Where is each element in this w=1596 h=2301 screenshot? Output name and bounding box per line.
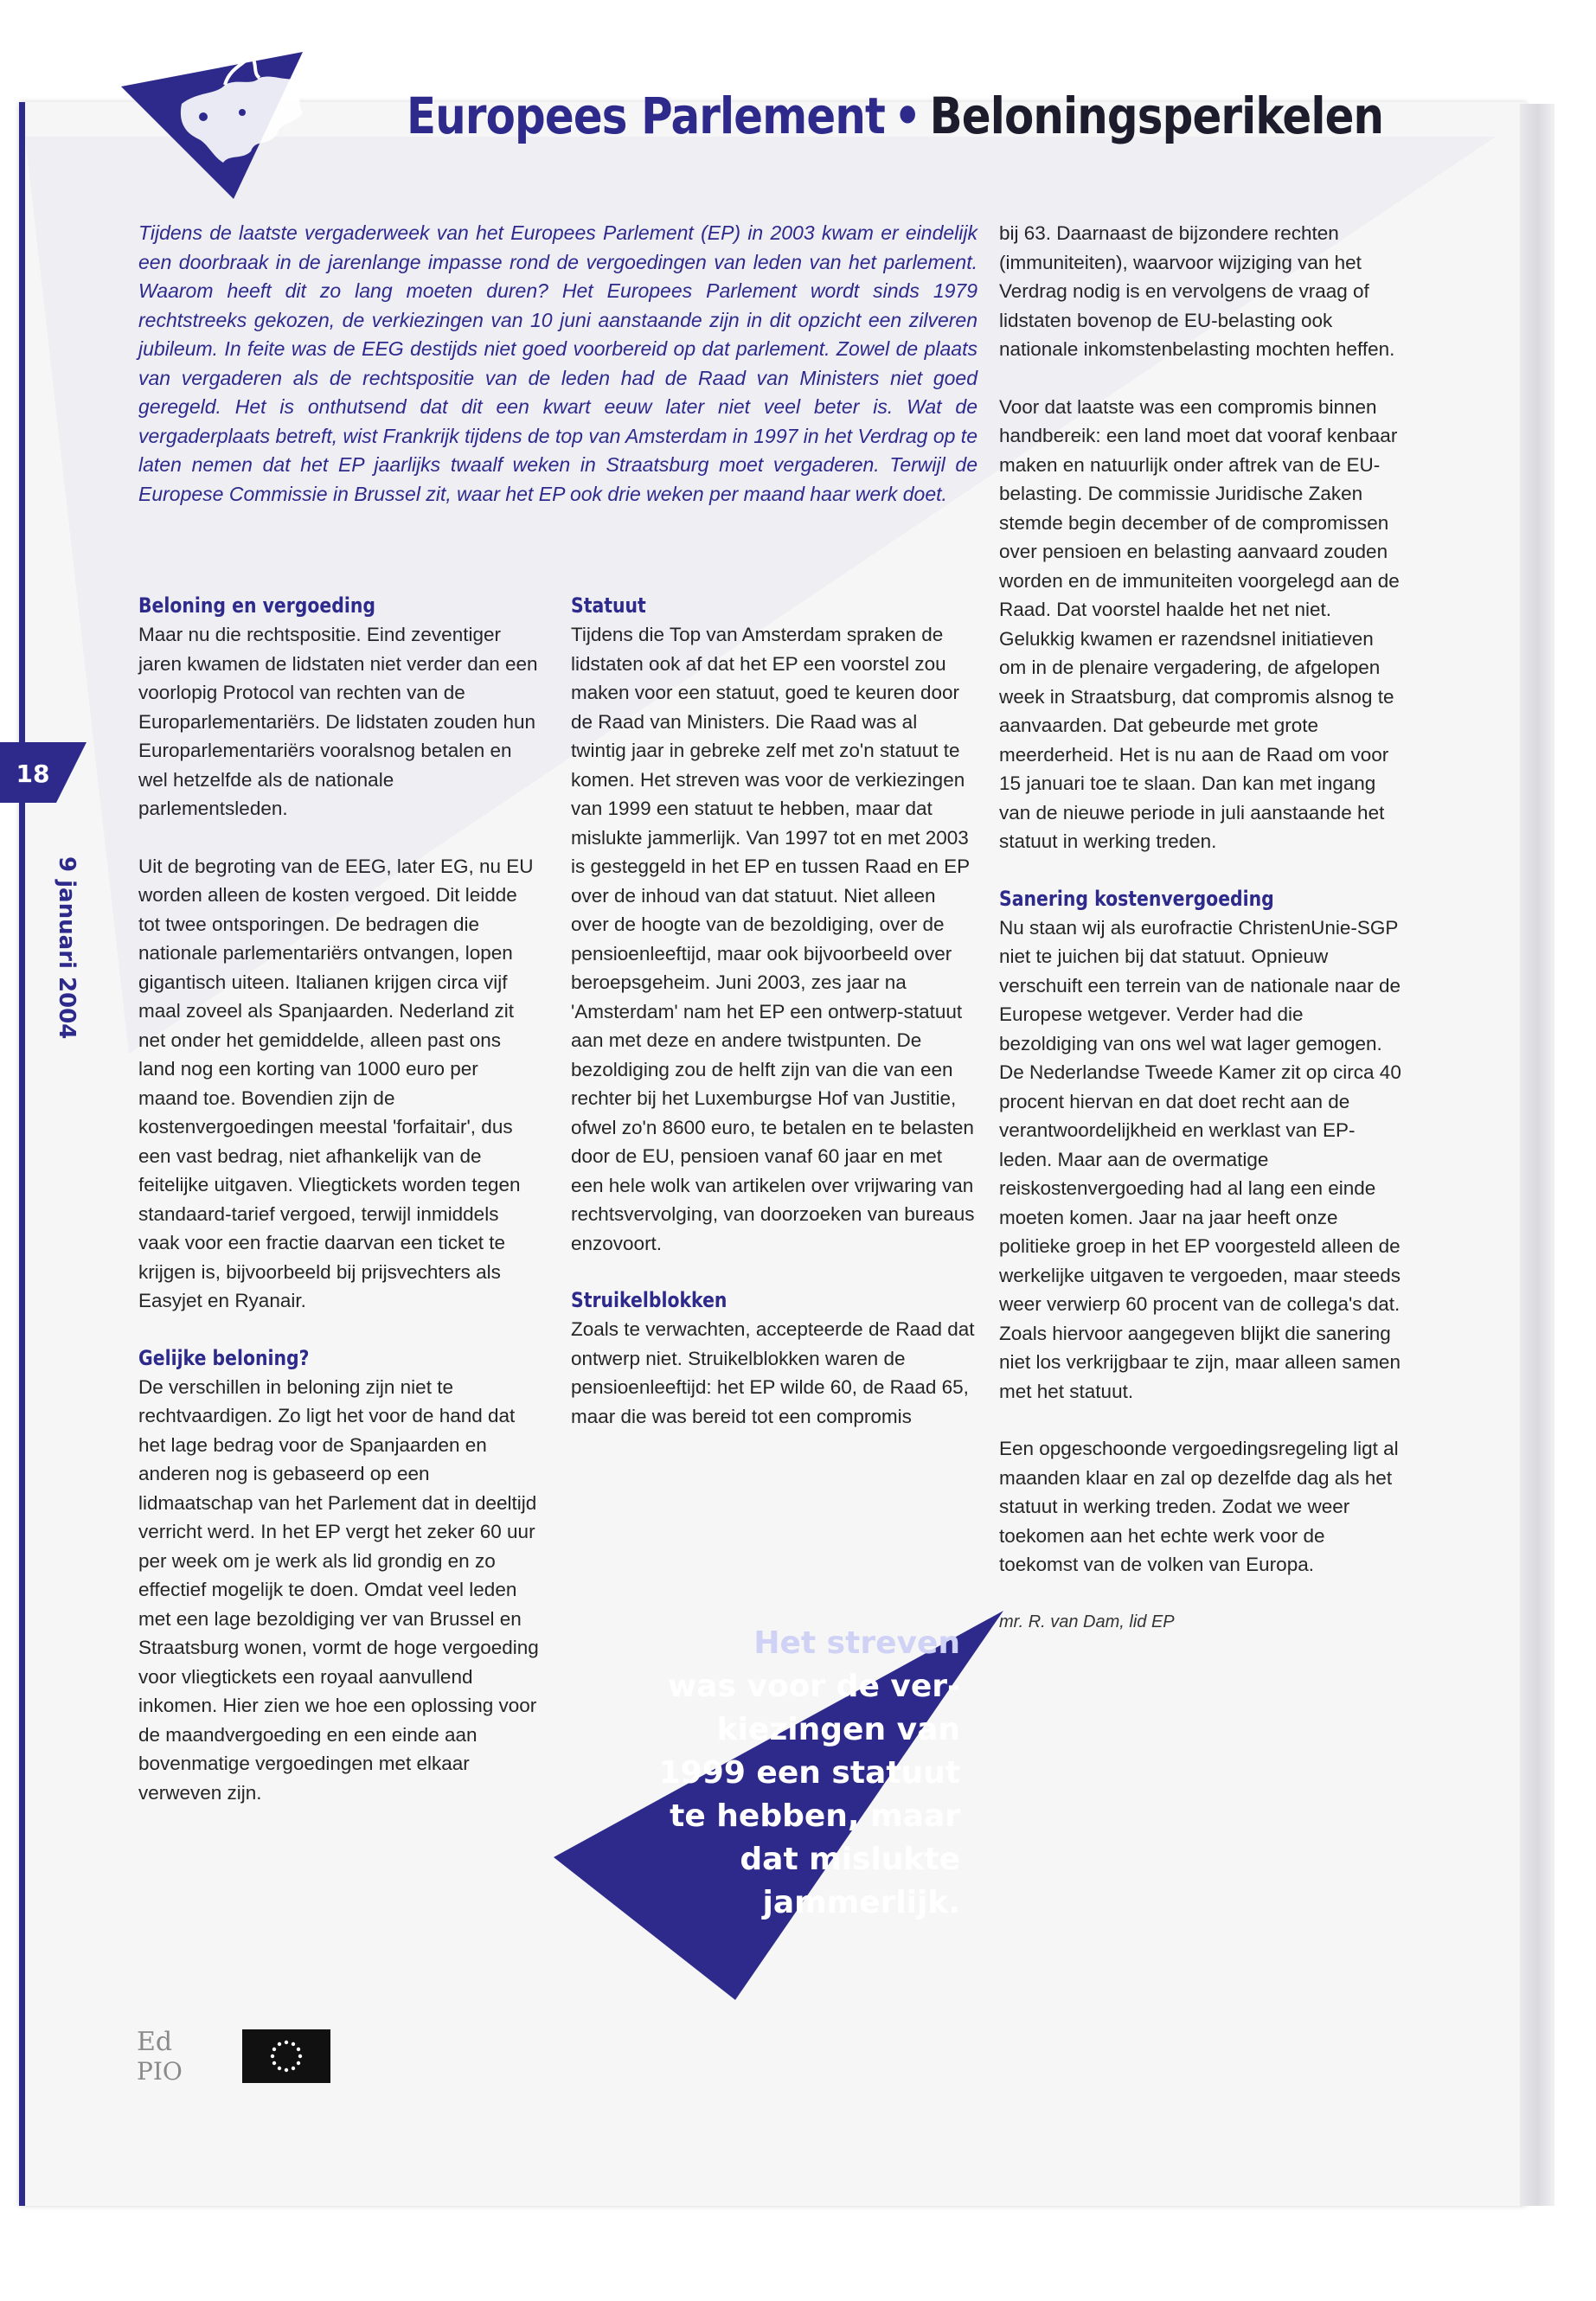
heading-struikel: Struikelblokken [571, 1288, 727, 1312]
column-middle [571, 592, 977, 1459]
eu-flag-icon [242, 2029, 330, 2083]
title-part2: Beloningsperikelen [929, 87, 1384, 145]
heading-sanering: Sanering kostenvergoeding [999, 886, 1274, 911]
edpp-logo-bottom: PIO [137, 2057, 183, 2085]
page-spine [1520, 104, 1554, 2206]
quote-line: dat mislukte [740, 1842, 960, 1877]
beloning-p2: Uit de begroting van de EEG, later EG, nu EU worden alleen de kosten vergoed. Dit leidde tot twee ontsporingen. De bedragen die nationale parlementariërs ontvangen, lopen gigantisch uiteen. Italianen krijgen circa vijf maal zoveel als Spanjaarden. Nederland zit net onder het gemiddelde, alleen past ons land nog een korting van 1000 euro per maand toe. Bovendien zijn de kostenvergoedingen meestal 'forfaitair', dus een vast bedrag, niet afhankelijk van de feitelijke uitgaven. Vliegtickets worden tegen standaard-tarief vergoed, terwijl inmiddels vaak voor een fractie daarvan een ticket te krijgen is, bijvoorbeeld bij prijsvechters als Easyjet en Ryanair. [138, 855, 534, 1311]
quote-line: kiezingen van [716, 1712, 960, 1747]
edpp-logo [137, 2024, 189, 2085]
page-number-badge [0, 742, 87, 803]
heading-gelijke: Gelijke beloning? [138, 1345, 310, 1370]
column-right [999, 219, 1406, 1665]
quote-line: jammerlijk. [762, 1885, 960, 1920]
title-part1: Europees Parlement [407, 87, 885, 145]
page-title [407, 87, 1383, 145]
quote-line: 1999 een statuut [658, 1755, 960, 1791]
date-text: 9 januari 2004 [54, 856, 80, 1040]
edpp-logo-top: Ed [137, 2027, 173, 2057]
heading-beloning: Beloning en vergoeding [138, 593, 375, 618]
right-p1: bij 63. Daarnaast de bijzondere rechten (immuniteiten), waarvoor wijziging van het Verdrag nodig is en vervolgens de vraag of lidstaten bovenop de EU-belasting ook nationale inkomstenbelasting mochten heffen. [999, 222, 1395, 360]
heading-statuut: Statuut [571, 593, 646, 618]
column-left [138, 592, 541, 1836]
beloning-p1: Maar nu die rechtspositie. Eind zeventiger jaren kwamen de lidstaten niet verder dan een voorlopig Protocol van rechten van de Europarlementariërs. De lidstaten zouden hun Europarlementariërs vooralsnog betalen en wel hetzelfde als de nationale parlementsleden. [138, 624, 538, 819]
intro-paragraph: Tijdens de laatste vergaderweek van het Europees Parlement (EP) in 2003 kwam er eindelijk een doorbraak in de jarenlange impasse rond de vergoedingen van leden van het parlement. Waarom heeft dit zo lang moeten duren? Het Europees Parlement wordt sinds 1979 rechtstreeks gekozen, de verkiezingen van 10 juni aanstaande zijn in dit opzicht een zilveren jubileum. In feite was de EEG destijds niet goed voorbereid op dat parlement. Zowel de plaats van vergaderen als de rechtspositie van de leden had de Raad van Ministers niet goed geregeld. Het is onthutsend dat dit een kwart eeuw later niet veel beter is. Wat de vergaderplaats betreft, wist Frankrijk tijdens de top van Amsterdam in 1997 in het Verdrag op te laten nemen dat het EP jaarlijks twaalf weken in Straatsburg moet vergaderen. Terwijl de Europese Commissie in Brussel zit, waar het EP ook drie weken per maand haar werk doet. [138, 221, 977, 505]
page-number: 18 [16, 760, 50, 788]
sanering-p1: Nu staan wij als eurofractie ChristenUnie-SGP niet te juichen bij dat statuut. Opnieuw verschuift een terrein van de nationale naar de Europese wetgever. Verder had die bezoldiging van ons wel wat lager gemogen. De Nederlandse Tweede Kamer zit op circa 40 procent hiervan en dat doet recht aan de verantwoordelijkheid en werklast van EP-leden. Maar aan de overmatige reiskostenvergoeding had al lang een einde moeten komen. Jaar na jaar heeft onze politieke groep in het EP voorgesteld alleen de werkelijke uitgaven te vergoeden, maar steeds weer verwierp 60 procent van de collega's dat. Zoals hiervoor aangegeven blijkt die sanering niet los verkrijgbaar te zijn, maar alleen samen met het statuut. [999, 916, 1401, 1402]
signature: mr. R. van Dam, lid EP [999, 1612, 1175, 1631]
quote-line: te hebben, maar [670, 1798, 960, 1834]
quote-line: Het streven [753, 1625, 960, 1661]
title-separator: • [894, 87, 921, 145]
vertical-date [54, 856, 88, 1107]
sanering-p2: Een opgeschoonde vergoedingsregeling ligt al maanden klaar en zal op dezelfde dag als het statuut in werking treden. Zodat we weer toekomen aan het echte werk voor de toekomst van de volken van Europa. [999, 1438, 1399, 1575]
right-p2: Voor dat laatste was een compromis binnen handbereik: een land moet dat vooraf kenbaar maken en natuurlijk onder aftrek van de EU-belasting. De commissie Juridische Zaken stemde begin december of de compromissen over pensioen en belasting aanvaard zouden worden en de immuniteiten voorgelegd aan de Raad. Dat voorstel haalde het net niet. Gelukkig kwamen er razendsnel initiatieven om in de plenaire vergadering, de afgelopen week in Straatsburg, dat compromis alsnog te aanvaarden. Dat gebeurde met grote meerderheid. Het is nu aan de Raad om voor 15 januari toe te slaan. Dan kan met ingang van de nieuwe periode in juli aanstaande het statuut in werking treden. [999, 395, 1400, 852]
pull-quote [636, 1622, 960, 1925]
quote-line: was voor de ver- [667, 1669, 960, 1704]
europe-map-logo-icon [121, 52, 337, 203]
statuut-p1: Tijdens die Top van Amsterdam spraken de lidstaten ook af dat het EP een voorstel zou maken voor een statuut, goed te keuren door de Raad van Ministers. Die Raad was al twintig jaar in gebreke zelf met zo'n statuut te komen. Het streven was voor de verkiezingen van 1999 een statuut te hebben, maar dat mislukte jammerlijk. Van 1997 tot en met 2003 is gesteggeld in het EP en tussen Raad en EP over de inhoud van dat statuut. Niet alleen over de hoogte van de bezoldiging, over de pensioenleeftijd, maar ook bijvoorbeeld over beroepsgeheim. Juni 2003, zes jaar na 'Amsterdam' nam het EP een ontwerp-statuut aan met deze en andere twistpunten. De bezoldiging zou de helft zijn van die van een rechter bij het Luxemburgse Hof van Justitie, ofwel zo'n 8600 euro, te betalen en te belasten door de EU, pensioen vanaf 60 jaar en met een hele wolk van artikelen over vrijwaring van rechtsvervolging, van doorzoeken van bureaus enzovoort. [571, 624, 975, 1254]
struikel-p1: Zoals te verwachten, accepteerde de Raad dat ontwerp niet. Struikelblokken waren de pensioenleeftijd: het EP wilde 60, de Raad 65, maar die was bereid tot een compromis [571, 1318, 975, 1427]
gelijke-p1: De verschillen in beloning zijn niet te rechtvaardigen. Zo ligt het voor de hand dat het lage bedrag voor de Spanjaarden en anderen nog is gebaseerd op een lidmaatschap van het Parlement dat in deeltijd verricht werd. In het EP vergt het zeker 60 uur per week om je werk als lid grondig en zo effectief mogelijk te doen. Omdat veel leden met een lage bezoldiging ver van Brussel en Straatsburg wonen, vormt de hoge vergoeding voor vliegtickets een royaal aanvullend inkomen. Hier zien we hoe een oplossing voor de maandvergoeding en een einde aan bovenmatige vergoedingen met elkaar verweven zijn. [138, 1375, 539, 1804]
